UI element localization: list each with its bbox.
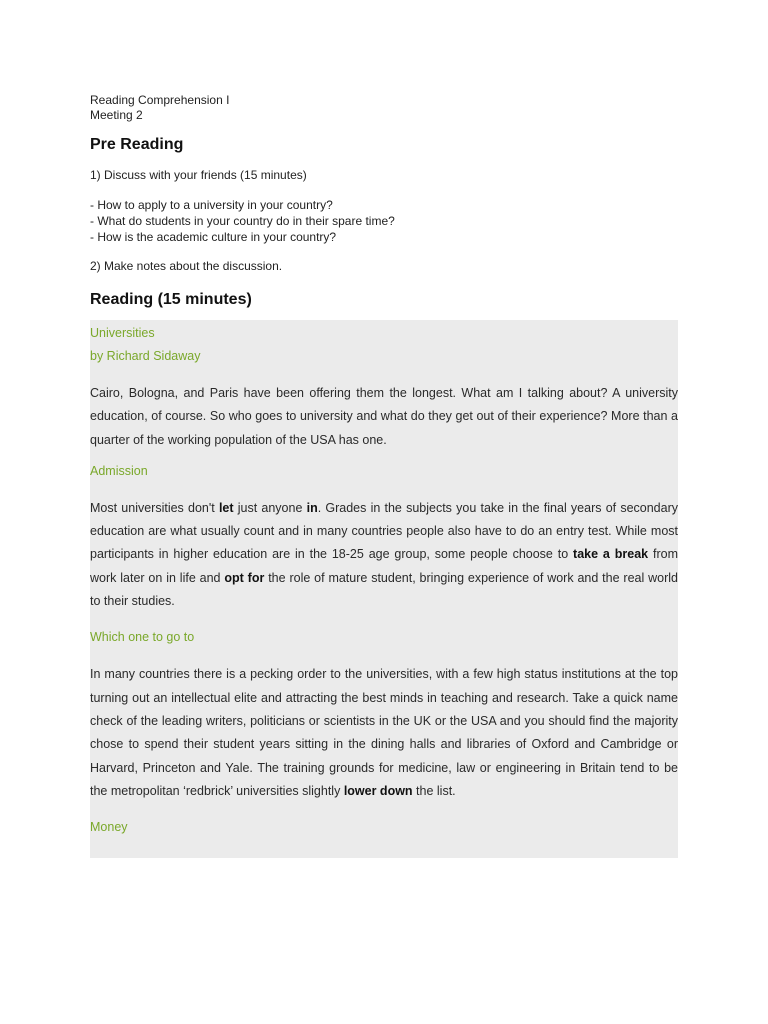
question-item: - How to apply to a university in your country?	[90, 198, 333, 212]
section-heading-admission: Admission	[90, 463, 148, 478]
section-heading-which: Which one to go to	[90, 630, 195, 645]
admission-paragraph: Most universities don't let just anyone in. Grades in the subjects you take in the final years of secondary education are what usually count and in many countries people also have to do an entry test. While most participants in higher education are in the 18-25 age group, some people choose to take a break from work later on in life and opt for the role of mature student, bringing experience of work and the real world to their studies.	[90, 500, 678, 609]
pre-reading-heading: Pre Reading	[90, 136, 184, 153]
reading-heading: Reading (15 minutes)	[90, 291, 252, 308]
discussion-questions	[90, 197, 678, 245]
article-box	[90, 320, 678, 858]
task-2: 2) Make notes about the discussion.	[90, 259, 283, 273]
task-1: 1) Discuss with your friends (15 minutes)	[90, 168, 307, 182]
article-author: by Richard Sidaway	[90, 349, 201, 363]
document-page	[90, 93, 678, 858]
section-heading-money: Money	[90, 820, 128, 835]
course-title: Reading Comprehension I	[90, 93, 230, 107]
question-item: - What do students in your country do in their spare time?	[90, 214, 395, 228]
which-paragraph: In many countries there is a pecking order to the universities, with a few high status institutions at the top turning out an intellectual elite and attracting the best minds in teaching and research. Take a quick name check of the leading writers, politicians or scientists in the UK or the USA and you should find the majority chose to spend their student years sitting in the dining halls and libraries of Oxford and Cambridge or Harvard, Princeton and Yale. The training grounds for medicine, law or engineering in Britain tend to be the metropolitan ‘redbrick’ universities slightly lower down the list.	[90, 667, 678, 798]
meeting-label: Meeting 2	[90, 108, 143, 122]
article-title: Universities	[90, 326, 155, 340]
question-item: - How is the academic culture in your country?	[90, 230, 337, 244]
intro-paragraph: Cairo, Bologna, and Paris have been offering them the longest. What am I talking about? A university education, of course. So who goes to university and what do they get out of their experience? More than a quarter of the working population of the USA has one.	[90, 386, 678, 447]
